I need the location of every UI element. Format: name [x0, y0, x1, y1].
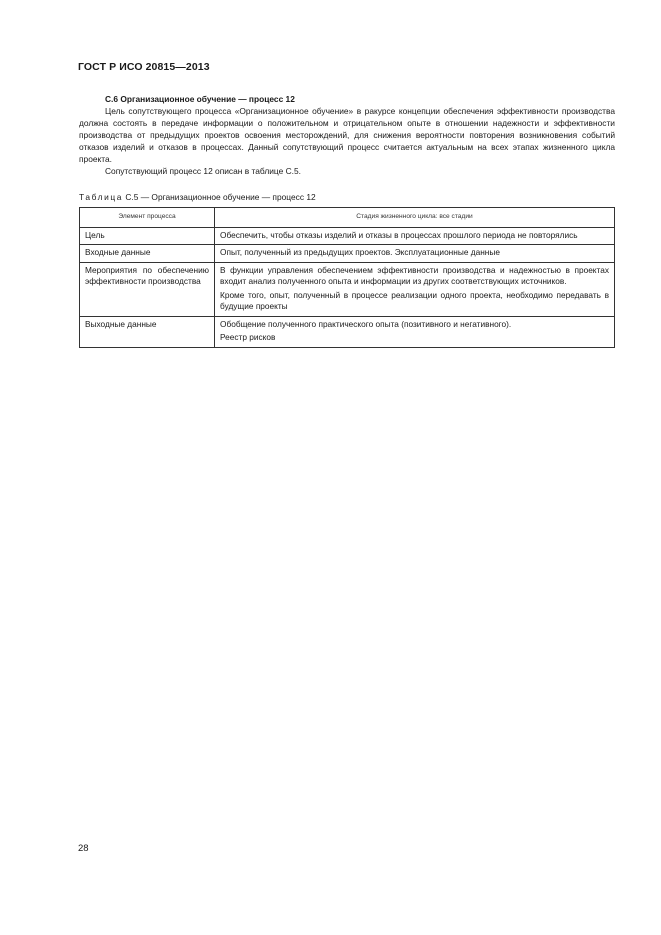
table-row: [80, 245, 615, 263]
row-element-cell: [80, 316, 215, 347]
row-content-cell: [215, 227, 615, 245]
row-content-cell: [215, 262, 615, 316]
header-process-element: Элемент процесса: [80, 208, 215, 228]
table-header-row: [80, 208, 615, 228]
row-content-cell: [215, 316, 615, 347]
body-paragraph: Сопутствующий процесс 12 описан в таблице C.5.: [105, 166, 301, 176]
row-element-cell: [80, 227, 215, 245]
row-content-text: Опыт, полученный из предыдущих проектов. Эксплуатационные данные: [220, 247, 500, 257]
row-content-text: В функции управления обеспечением эффективности производства и надежностью в проектах входит анализ полученного опыта и информации из других соответствующих источников.: [220, 264, 609, 286]
section-title: C.6 Организационное обучение — процесс 12: [105, 94, 295, 104]
table-row: [80, 227, 615, 245]
row-element-cell: [80, 262, 215, 316]
table-row: [80, 262, 615, 316]
section-body: [79, 105, 615, 177]
row-content-text: Обеспечить, чтобы отказы изделий и отказы в процессах прошлого периода не повторялись: [220, 229, 578, 240]
row-content-text: Реестр рисков: [220, 332, 276, 342]
table-row: [80, 316, 615, 347]
process-table: [79, 207, 615, 348]
row-content-cell: [215, 245, 615, 263]
body-paragraph: Цель сопутствующего процесса «Организационное обучение» в ракурсе концепции обеспечения эффективности производства должна состоять в передаче информации о положительном и отрицательном опыте в отношении надежности и эффективности производства от предыдущих проектов освоения месторождений, для снижения вероятности повторения возникновения событий отказов изделий и отказов в процессах. Данный сопутствующий процесс считается актуальным на всех этапах жизненного цикла проекта.: [79, 106, 615, 164]
row-element-label: Цель: [85, 229, 105, 240]
table-caption: [79, 192, 316, 202]
row-element-cell: [80, 245, 215, 263]
row-element-label: Мероприятия по обеспечению эффективности производства: [85, 264, 209, 286]
row-content-text: Обобщение полученного практического опыта (позитивного и негативного).: [220, 318, 512, 329]
table-caption-text: C.5 — Организационное обучение — процесс 12: [125, 192, 316, 202]
row-content-text: Кроме того, опыт, полученный в процессе реализации одного проекта, необходимо передавать в будущие проекты: [220, 289, 609, 311]
row-element-label: Входные данные: [85, 247, 151, 257]
row-element-label: Выходные данные: [85, 318, 157, 329]
table-caption-label: Таблица: [79, 192, 124, 202]
page-number: 28: [78, 843, 89, 854]
header-lifecycle-stage: Стадия жизненного цикла: все стадии: [215, 208, 615, 228]
document-header: ГОСТ Р ИСО 20815—2013: [78, 61, 210, 73]
